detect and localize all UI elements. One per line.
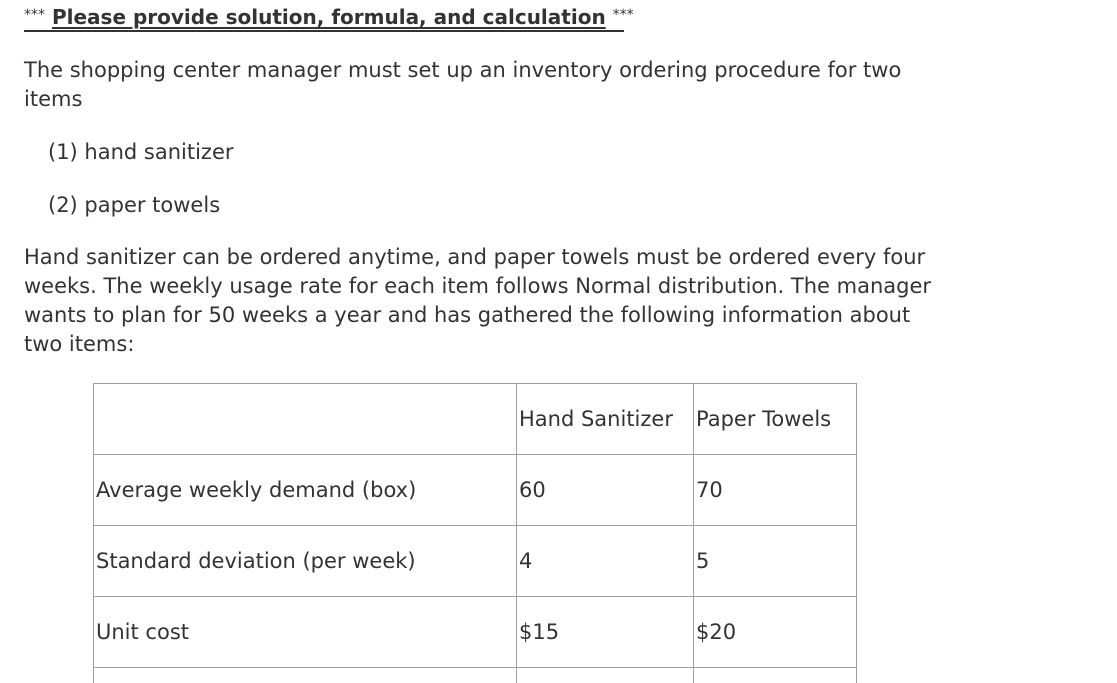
cell-value: $20: [694, 597, 857, 668]
description-paragraph: Hand sanitizer can be ordered anytime, and paper towels must be ordered every four weeks. The weekly usage rate for each item follows Normal distribution. The manager wants to plan for 50 weeks a year and has gathered the following information about two items:: [24, 245, 932, 356]
intro-paragraph: The shopping center manager must set up an inventory ordering procedure for two items: [24, 58, 902, 111]
header-cell-empty: [94, 384, 517, 455]
heading-title: Please provide solution, formula, and calculation: [51, 5, 606, 29]
cell-value: 70: [694, 455, 857, 526]
table-row: [94, 597, 857, 668]
cell-value: $15: [517, 597, 694, 668]
cell-value: [517, 668, 694, 683]
item-paper-towels: (2) paper towels: [48, 193, 221, 217]
cell-value: 60: [517, 455, 694, 526]
table-row: [94, 526, 857, 597]
table-row: [94, 455, 857, 526]
header-cell-hand-sanitizer: Hand Sanitizer: [517, 384, 694, 455]
heading-stars-right: ***: [612, 7, 634, 23]
row-label: Standard deviation (per week): [94, 526, 517, 597]
question-heading: [24, 4, 634, 32]
row-label: Average weekly demand (box): [94, 455, 517, 526]
cell-value: 4: [517, 526, 694, 597]
header-cell-paper-towels: Paper Towels: [694, 384, 857, 455]
row-label: Unit cost: [94, 597, 517, 668]
row-label: [94, 668, 517, 683]
inventory-table: [93, 383, 857, 683]
table-row: [94, 668, 857, 683]
cell-value: 5: [694, 526, 857, 597]
item-hand-sanitizer: (1) hand sanitizer: [48, 140, 234, 164]
heading-stars-left: ***: [24, 7, 45, 23]
cell-value: [694, 668, 857, 683]
table-header-row: [94, 384, 857, 455]
